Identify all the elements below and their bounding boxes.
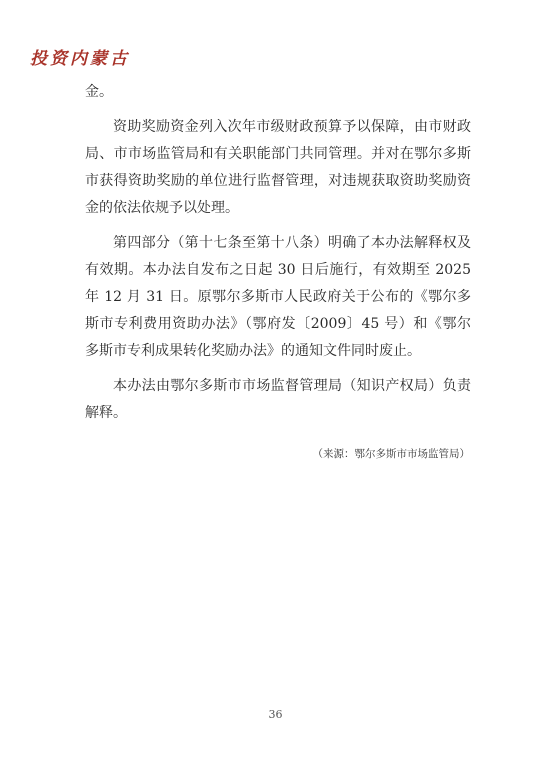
- paragraph-continuation: 金。: [85, 84, 113, 100]
- article-body: [85, 79, 471, 435]
- page-number: 36: [268, 708, 283, 721]
- page-header-title: 投资内蒙古: [30, 49, 130, 69]
- paragraph-validity: 第四部分（第十七条至第十八条）明确了本办法解释权及有效期。本办法自发布之日起 30 日后施行，有效期至 2025 年 12 月 31 日。原鄂尔多斯市人民政府关于公布的《鄂尔多斯市专利费用资助办法》（鄂府发〔2009〕45 号）和《鄂尔多斯市专利成果转化奖励办法》的通知文件同时废止。: [85, 235, 471, 359]
- source-note: （来源：鄂尔多斯市市场监管局）: [312, 448, 470, 460]
- paragraph-funding: 资助奖励资金列入次年市级财政预算予以保障，由市财政局、市市场监管局和有关职能部门共同管理。并对在鄂尔多斯市获得资助奖励的单位进行监督管理，对违规获取资助奖励资金的依法依规予以处理。: [85, 119, 471, 216]
- paragraph-interpretation: 本办法由鄂尔多斯市市场监督管理局（知识产权局）负责解释。: [85, 378, 471, 421]
